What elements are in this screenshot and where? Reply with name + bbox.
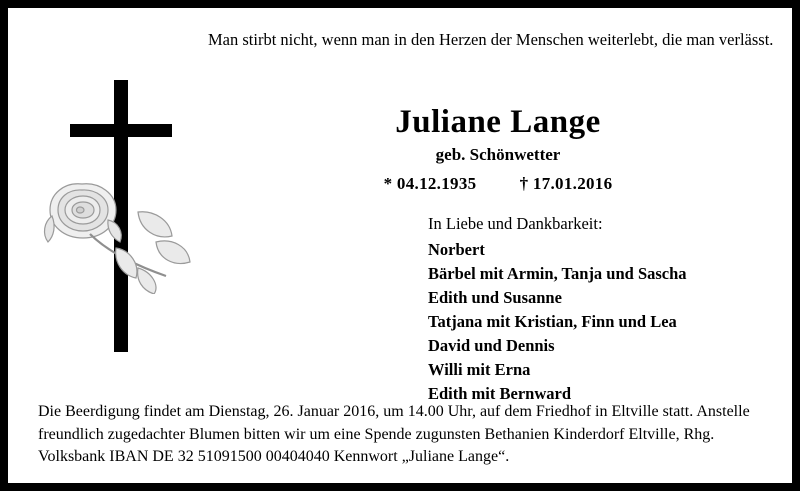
deceased-name-block — [208, 104, 788, 194]
list-item: David und Dennis — [428, 336, 555, 356]
family-block — [428, 212, 788, 406]
list-item: Bärbel mit Armin, Tanja und Sascha — [428, 264, 687, 283]
obituary-inner — [8, 8, 792, 483]
list-item: Tatjana mit Kristian, Finn und Lea — [428, 312, 677, 332]
rose-icon — [38, 164, 198, 294]
list-item: Edith mit Bernward — [428, 384, 572, 404]
death-date: † 17.01.2016 — [519, 173, 613, 193]
deceased-name: Juliane Lange — [395, 104, 601, 140]
motto-text: Man stirbt nicht, wenn man in den Herzen der Menschen weiterlebt, die man verlässt. — [208, 30, 774, 49]
birth-date: * 04.12.1935 — [383, 173, 477, 193]
cross-crossbar-icon — [70, 124, 172, 137]
funeral-details — [38, 401, 770, 469]
list-item: Norbert — [428, 239, 485, 259]
deceased-dates — [208, 174, 788, 194]
list-item: Edith und Susanne — [428, 288, 562, 308]
cross-and-rose-graphic — [36, 70, 206, 370]
family-intro: In Liebe und Dankbarkeit: — [428, 214, 603, 233]
funeral-details-text: Die Beerdigung findet am Dienstag, 26. Januar 2016, um 14.00 Uhr, auf dem Friedhof in Eltville statt. Anstelle freundlich zugedachter Blumen bitten wir um eine Spende zugunsten Bethanien Kinderdorf Eltville, Rhg. Volksbank IBAN DE 32 51091500 00404040 Kennwort „Juliane Lange“. — [38, 402, 750, 466]
family-list — [428, 238, 788, 407]
deceased-maiden-name: geb. Schönwetter — [435, 144, 561, 164]
list-item: Willi mit Erna — [428, 360, 531, 380]
